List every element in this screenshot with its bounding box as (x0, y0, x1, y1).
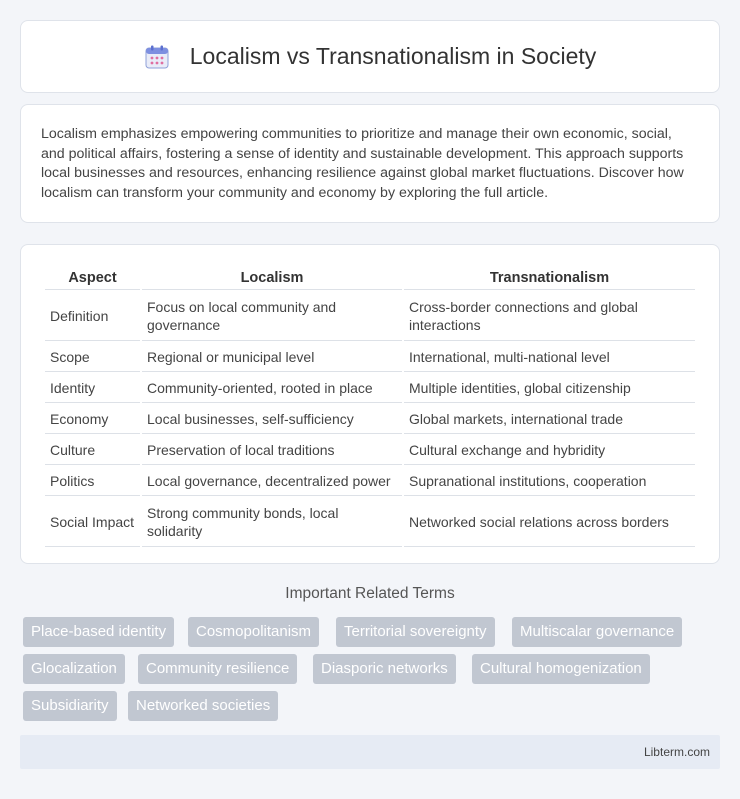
cell-transnationalism: Cultural exchange and hybridity (404, 436, 695, 465)
page-title: Localism vs Transnationalism in Society (189, 43, 597, 69)
header-localism: Localism (142, 267, 402, 290)
term-tag[interactable]: Place-based identity (23, 617, 174, 647)
term-tag[interactable]: Multiscalar governance (512, 617, 682, 647)
table-row (45, 498, 695, 547)
intro-card (20, 104, 720, 223)
cell-transnationalism: Multiple identities, global citizenship (404, 374, 695, 403)
intro-text: Localism emphasizes empowering communities to prioritize and manage their own economic, social, and political affairs, fostering a sense of identity and sustainable development. This approach supports local businesses and resources, enhancing resilience against global market fluctuations. Discover how localism can transform your community and economy by exploring the full article. (41, 126, 684, 201)
table-row (45, 467, 695, 496)
cell-localism: Strong community bonds, local solidarity (142, 498, 402, 547)
table-row (45, 292, 695, 341)
calendar-icon (144, 44, 170, 70)
term-tag[interactable]: Glocalization (23, 654, 125, 684)
cell-aspect: Identity (45, 374, 140, 403)
term-tag[interactable]: Diasporic networks (313, 654, 456, 684)
cell-aspect: Culture (45, 436, 140, 465)
cell-aspect: Definition (45, 292, 140, 341)
header-aspect: Aspect (45, 267, 140, 290)
table-row (45, 374, 695, 403)
cell-localism: Community-oriented, rooted in place (142, 374, 402, 403)
cell-aspect: Politics (45, 467, 140, 496)
cell-aspect: Economy (45, 405, 140, 434)
cell-transnationalism: International, multi-national level (404, 343, 695, 372)
comparison-table-card (20, 244, 720, 564)
cell-aspect: Social Impact (45, 498, 140, 547)
header-transnationalism: Transnationalism (404, 267, 695, 290)
comparison-table (43, 265, 697, 549)
table-row (45, 436, 695, 465)
cell-transnationalism: Cross-border connections and global interactions (404, 292, 695, 341)
cell-localism: Regional or municipal level (142, 343, 402, 372)
footer-site-link[interactable]: Libterm.com (643, 745, 710, 759)
table-row (45, 405, 695, 434)
term-tag[interactable]: Cosmopolitanism (188, 617, 319, 647)
term-tag[interactable]: Networked societies (128, 691, 278, 721)
cell-transnationalism: Supranational institutions, cooperation (404, 467, 695, 496)
term-tag[interactable]: Subsidiarity (23, 691, 117, 721)
cell-localism: Local businesses, self-sufficiency (142, 405, 402, 434)
term-tag[interactable]: Community resilience (138, 654, 297, 684)
cell-transnationalism: Networked social relations across borders (404, 498, 695, 547)
related-terms-title: Important Related Terms (285, 585, 455, 602)
cell-aspect: Scope (45, 343, 140, 372)
term-tag[interactable]: Territorial sovereignty (336, 617, 495, 647)
cell-transnationalism: Global markets, international trade (404, 405, 695, 434)
footer (20, 735, 720, 769)
term-tag[interactable]: Cultural homogenization (472, 654, 650, 684)
cell-localism: Preservation of local traditions (142, 436, 402, 465)
cell-localism: Focus on local community and governance (142, 292, 402, 341)
cell-localism: Local governance, decentralized power (142, 467, 402, 496)
header-card (20, 20, 720, 93)
table-row (45, 343, 695, 372)
table-header-row (45, 267, 695, 290)
